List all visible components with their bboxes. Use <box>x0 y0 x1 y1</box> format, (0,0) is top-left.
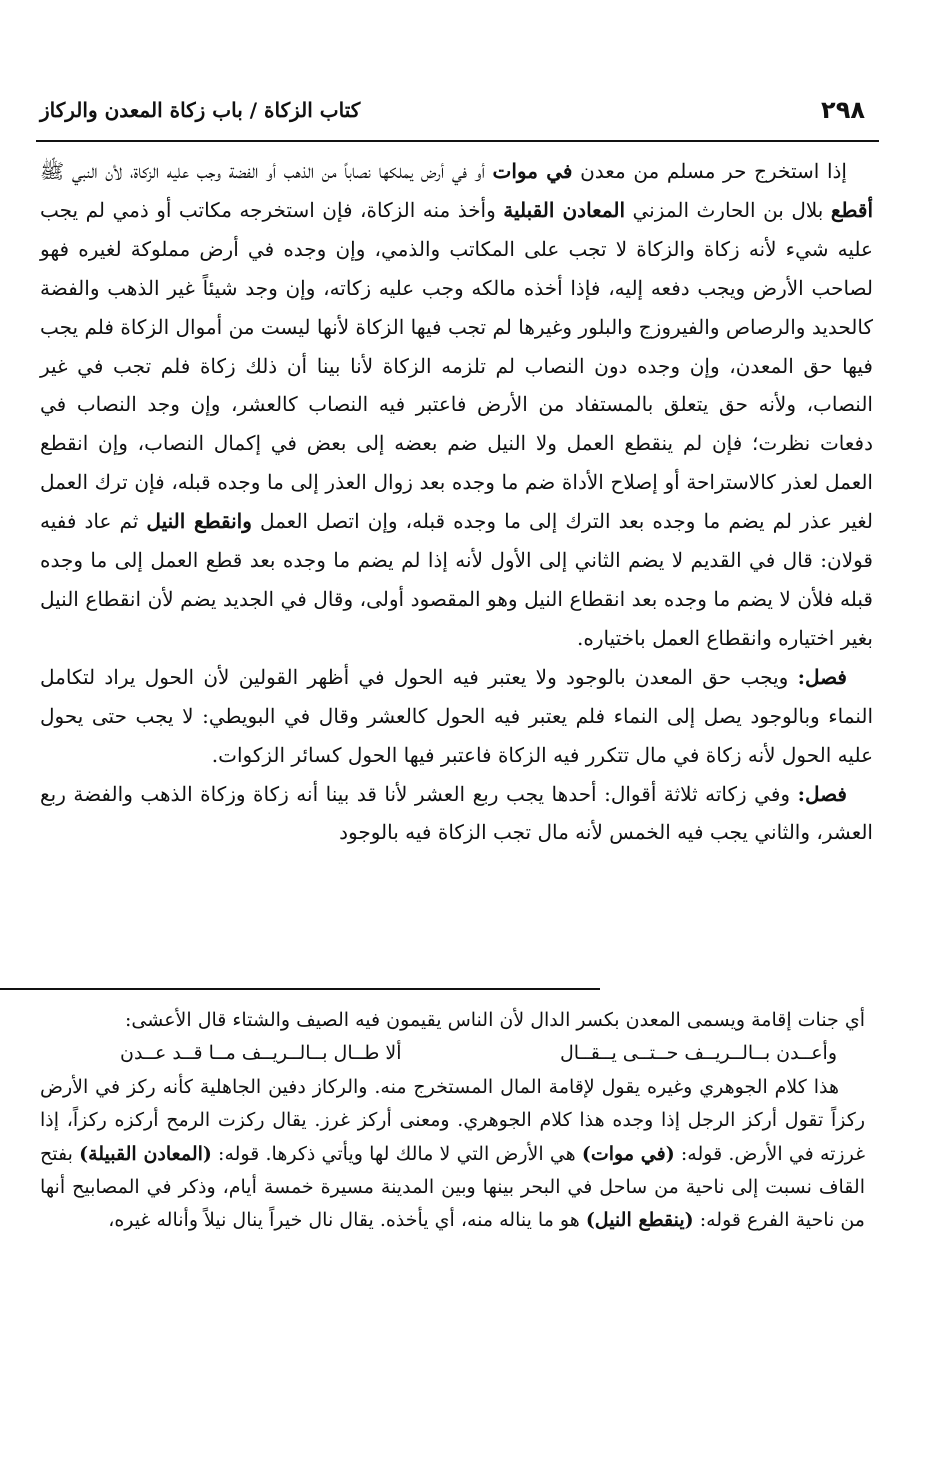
footnote-paragraph <box>40 1071 865 1238</box>
section-marker: فصل: <box>797 664 847 689</box>
bold-term: (المعادن القبيلة) <box>79 1142 212 1165</box>
text-run: أو في أرض يملكها نصاباً من الذهب أو الفضة وجب عليه الزكاة، لأن النبي ﷺ <box>40 159 493 183</box>
bold-term: وانقطع النيل <box>146 509 252 534</box>
bold-term: (ينقطع النيل) <box>585 1209 694 1232</box>
paragraph-section-rates <box>40 775 873 853</box>
text-run: هذا كلام الجوهري وغيره يقول لإقامة المال المستخرج منه. والركاز دفين الجاهلية كأنه ركز في الأرض ركزاً تقول أركز الرجل إذا وجده هذا كلام الجوهري. ومعنى أركز غرز. يقال ركزت الرمح أركزه ركزاً، إذا غرزته في الأرض. قوله: <box>40 1075 866 1165</box>
main-text <box>40 152 873 852</box>
bold-term: المعادن القبلية <box>503 197 626 222</box>
text-run: هو ما يناله منه، أي يأخذه. يقال نال خيراً ينال نيلاً وأناله غيره، <box>108 1209 586 1232</box>
text-run: وفي زكاته ثلاثة أقوال: أحدها يجب ربع العشر لأنا قد بينا أنه زكاة وزكاة الذهب والفضة ربع العشر، والثاني يجب فيه الخمس لأنه مال تجب الزكاة فيه بالوجود <box>40 781 873 845</box>
footnotes <box>40 1004 865 1238</box>
page-header <box>40 96 865 138</box>
bold-term: في موات <box>492 159 573 183</box>
running-title: كتاب الزكاة / باب زكاة المعدن والركاز <box>40 98 361 122</box>
paragraph-mining-zakat <box>40 152 873 658</box>
text-run: ثم عاد ففيه قولان: قال في القديم لا يضم الثاني إلى الأول لأنه إذا لم يضم ما وجده بعد قطع العمل إلى ما وجده قبله فلأن لا يضم ما وجده بعد انقطاع النيل وهو المقصود أولى، وقال في الجديد يضم لأن انقطاع النيل بغير اختياره وانقطاع العمل باختياره. <box>40 509 873 650</box>
bold-term: (في موات) <box>581 1142 675 1165</box>
poetry-verse <box>40 1037 865 1070</box>
page-number: ٢٩٨ <box>821 96 865 124</box>
text-run: ويجب حق المعدن بالوجود ولا يعتبر فيه الحول في أظهر القولين لأن الحول يراد لتكامل النماء وبالوجود يصل إلى النماء فلم يعتبر فيه الحول كالعشر وقال في البويطي: لا يجب حتى يحول عليه الحول لأنه زكاة في مال تتكرر فيه الزكاة فاعتبر فيها الحول كسائر الزكوات. <box>40 664 873 767</box>
text-run: هي الأرض التي لا مالك لها ويأتي ذكرها. قوله: <box>211 1142 582 1165</box>
footnote-paragraph: أي جنات إقامة ويسمى المعدن بكسر الدال لأن الناس يقيمون فيه الصيف والشتاء قال الأعشى: <box>125 1009 865 1031</box>
text-run: بفتح القاف نسبت إلى ناحية من ساحل في البحر بينها وبين المدينة مسيرة خمسة أيام، وذكر في المصابيح أنها من ناحية الفرع قوله: <box>40 1142 865 1232</box>
text-run: إذا استخرج حر مسلم من معدن <box>572 159 847 183</box>
section-marker: فصل: <box>797 781 847 806</box>
paragraph-section-hawl <box>40 658 873 775</box>
text-run: وأخذ منه الزكاة، فإن استخرجه مكاتب أو ذمي لم يجب عليه شيء لأنه زكاة والزكاة لا تجب على المكاتب والذمي، وإن وجده في أرض مملوكة لغيره فهو لصاحب الأرض ويجب دفعه إليه، فإذا أخذه مالكه وجب عليه زكاته، وإن وجد شيئاً غير الذهب والفضة كالحديد والرصاص والفيروزج والبلور وغيرها لم تجب فيها الزكاة لأنها ليست من أموال الزكاة فلم يجب فيها حق المعدن، وإن وجده دون النصاب لم تلزمه الزكاة لأنا بينا أن ذلك زكاة فلم تجب في غير النصاب، ولأنه حق يتعلق بالمستفاد من الأرض فاعتبر فيه النصاب كالعشر، وإن وجد النصاب في دفعات نظرت؛ فإن لم ينقطع العمل ولا النيل ضم بعضه إلى بعض في إكمال النصاب، وإن انقطع العمل لعذر كالاستراحة أو إصلاح الأداة ضم ما وجده بعد زوال العذر إلى ما وجده قبله، فإن ترك العمل لغير عذر لم يضم ما وجده بعد الترك إلى ما وجده قبله، وإن اتصل العمل <box>40 197 874 534</box>
header-divider <box>36 140 879 142</box>
footnote-divider <box>0 988 600 990</box>
verse-second-hemistich: ألا طــال بــالــريــف مــا قــد عــدن <box>120 1042 402 1065</box>
verse-first-hemistich: وأعــدن بــالــريــف حــتــى يــقــال <box>559 1042 837 1065</box>
bold-term: أقطع <box>830 197 873 222</box>
text-run: بلال بن الحارث المزني <box>625 197 831 222</box>
